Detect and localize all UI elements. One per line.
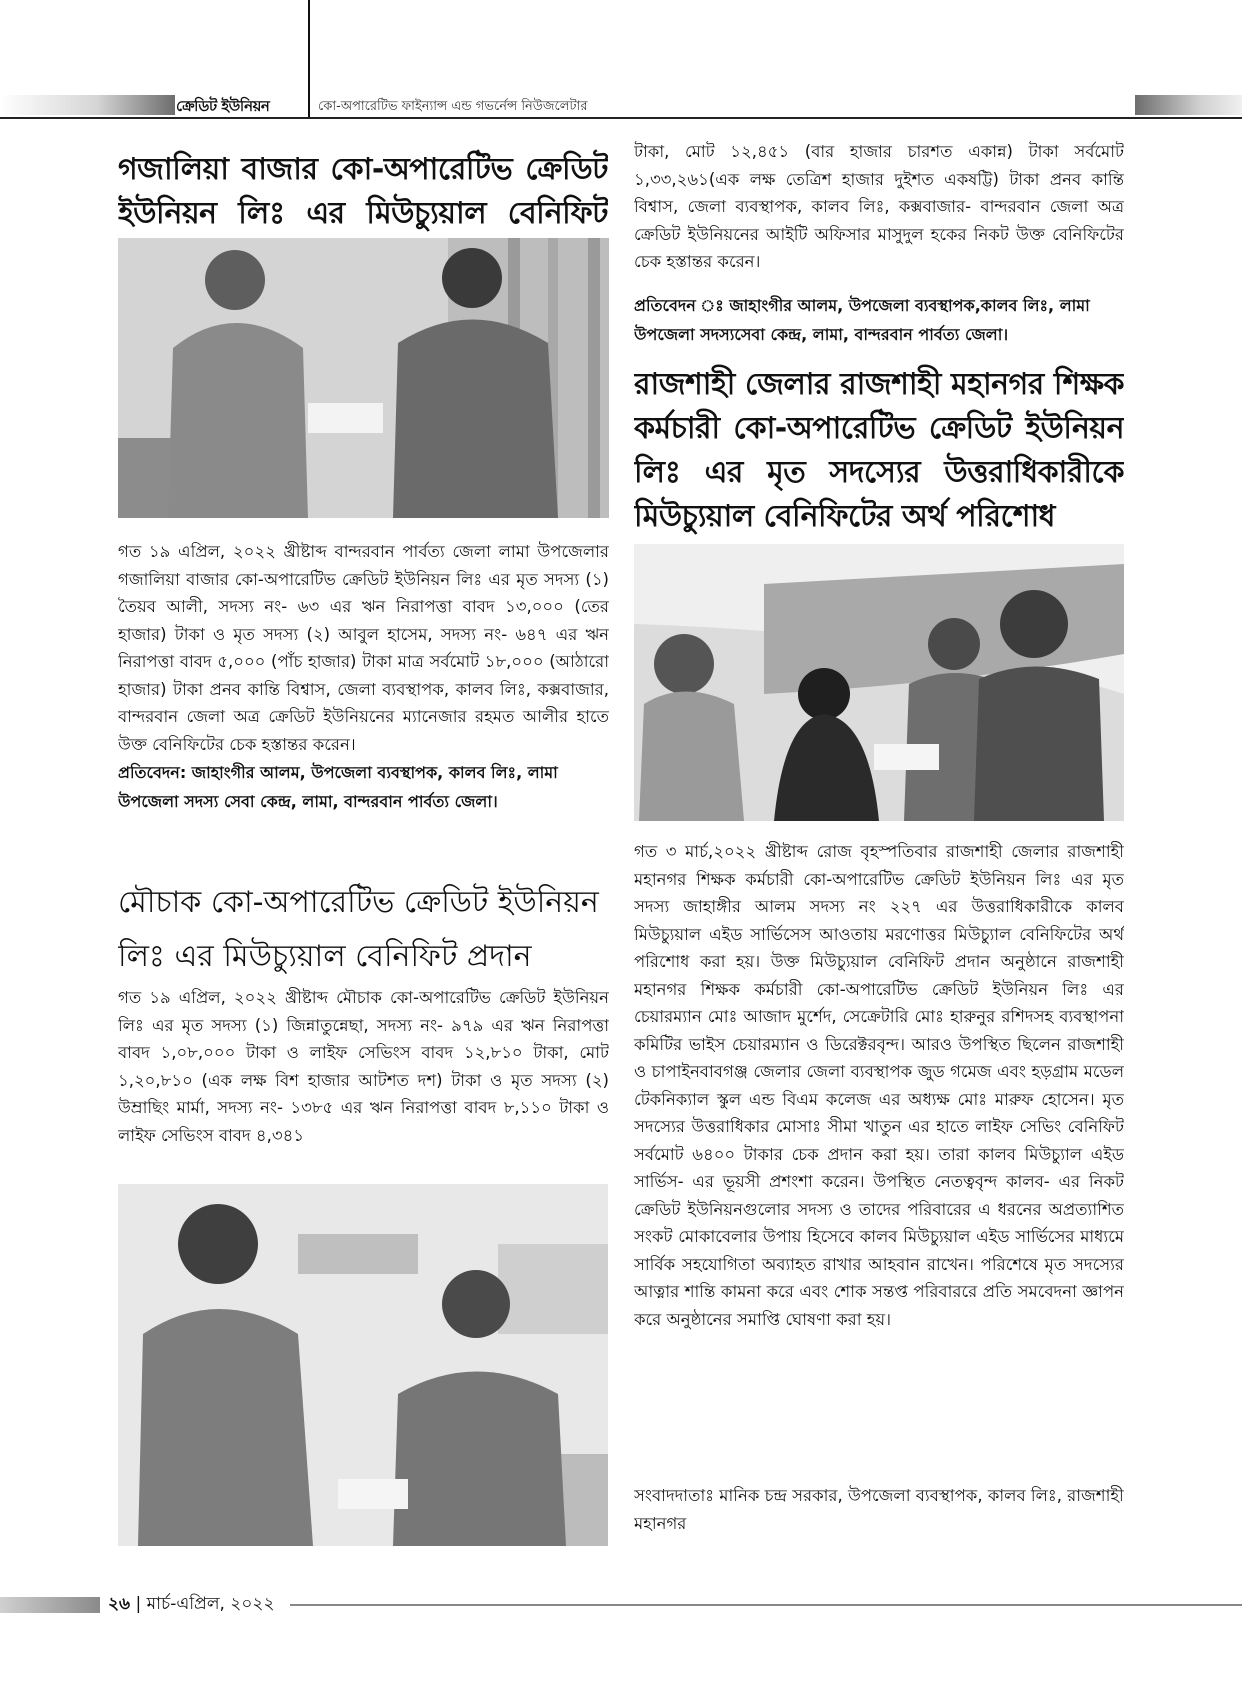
headline-line: মৌচাক কো-অপারেটিভ ক্রেডিট ইউনিয়ন (118, 885, 599, 920)
article1-credit (118, 758, 609, 816)
article3-photo (634, 544, 1124, 821)
header-gradient-left (0, 95, 175, 115)
article2-continuation-block (634, 138, 1124, 288)
article2-credit (634, 291, 1124, 349)
headline-line: গজালিয়া বাজার কো-অপারেটিভ ক্রেডিট (118, 152, 608, 187)
header-divider (308, 0, 310, 118)
newsletter-title: কো-অপারেটিভ ফাইন্যান্স এন্ড গভর্নেন্স নিউজলেটার (318, 99, 588, 114)
article3-body-block (634, 838, 1124, 1468)
article2-continuation: টাকা, মোট ১২,৪৫১ (বার হাজার চারশত একান্ন) টাকা সর্বমোট ১,৩৩,২৬১(এক লক্ষ তেত্রিশ হাজার দুইশত একষট্টি) টাকা প্রনব কান্তি বিশ্বাস, জেলা ব্যবস্থাপক, কালব লিঃ, কক্সবাজার- বান্দরবান জেলা অত্র ক্রেডিট ইউনিয়নের আইটি অফিসার মাসুদুল হকের নিকট উক্ত বেনিফিটের চেক হস্তান্তর করেন। (634, 142, 1124, 271)
credit-label: প্রতিবেদন ঃ (634, 296, 724, 315)
article2-body-block (118, 984, 609, 1174)
brand-logo: ক্রেডিট ইউনিয়ন (176, 97, 270, 115)
article3-reporter: সংবাদদাতাঃ মানিক চন্দ্র সরকার, উপজেলা ব্যবস্থাপক, কালব লিঃ, রাজশাহী মহানগর (634, 1486, 1124, 1533)
footer-info (108, 1591, 275, 1617)
article2-credit-block (634, 291, 1124, 349)
credit-text: জাহাংগীর আলম, উপজেলা ব্যবস্থাপক, কালব লিঃ, লামা উপজেলা সদস্য সেবা কেন্দ্র, লামা, বান্দরবান পার্বত্য জেলা। (118, 763, 558, 811)
article3-reporter-block (634, 1482, 1124, 1542)
article1-body-block (118, 538, 609, 823)
page-number: ২৬ (108, 1594, 131, 1614)
headline-line: লিঃ এর মৃত সদস্যের উত্তরাধিকারীকে (634, 455, 1124, 490)
footer-separator: | (135, 1594, 142, 1614)
footer-rule (290, 1604, 1242, 1606)
article1-photo (118, 238, 609, 518)
article1-body: গত ১৯ এপ্রিল, ২০২২ খ্রীষ্টাব্দ বান্দরবান পার্বত্য জেলা লামা উপজেলার গজালিয়া বাজার কো-অপারেটিভ ক্রেডিট ইউনিয়ন লিঃ এর মৃত সদস্য (১) তৈয়ব আলী, সদস্য নং- ৬৩ এর ঋন নিরাপত্তা বাবদ ১৩,০০০ (তের হাজার) টাকা ও মৃত সদস্য (২) আবুল হাসেম, সদস্য নং- ৬৪৭ এর ঋন নিরাপত্তা বাবদ ৫,০০০ (পাঁচ হাজার) টাকা মাত্র সর্বমোট ১৮,০০০ (আঠারো হাজার) টাকা প্রনব কান্তি বিশ্বাস, জেলা ব্যবস্থাপক, কালব লিঃ, কক্সবাজার, বান্দরবান জেলা অত্র ক্রেডিট ইউনিয়নের ম্যানেজার রহমত আলীর হাতে উক্ত বেনিফিটের চেক হস্তান্তর করেন। (118, 542, 609, 754)
headline-line: মিউচ্যুয়াল বেনিফিটের অর্থ পরিশোধ (634, 499, 1056, 534)
headline-line: ইউনিয়ন লিঃ এর মিউচ্যুয়াল বেনিফিট (118, 196, 608, 231)
headline-line: রাজশাহী জেলার রাজশাহী মহানগর শিক্ষক (634, 367, 1124, 402)
credit-text: জাহাংগীর আলম, উপজেলা ব্যবস্থাপক,কালব লিঃ, লামা উপজেলা সদস্যসেবা কেন্দ্র, লামা, বান্দরবান পার্বত্য জেলা। (634, 296, 1090, 344)
issue-date: মার্চ-এপ্রিল, ২০২২ (146, 1594, 275, 1614)
header-gradient-right (1135, 95, 1242, 115)
article3-body: গত ৩ মার্চ,২০২২ খ্রীষ্টাব্দ রোজ বৃহস্পতিবার রাজশাহী জেলার রাজশাহী মহানগর শিক্ষক কর্মচারী কো-অপারেটিভ ক্রেডিট ইউনিয়ন লিঃ এর মৃত সদস্য জাহাঙ্গীর আলম সদস্য নং ২২৭ এর উত্তরাধিকারীকে কালব মিউচ্যুয়াল এইড সার্ভিসেস আওতায় মরণোত্তর মিউচ্যুাল বেনিফিটের অর্থ পরিশোধ করা হয়। উক্ত মিউচ্যুয়াল বেনিফিট প্রদান অনুষ্ঠানে রাজশাহী মহানগর শিক্ষক কর্মচারী কো-অপারেটিভ ক্রেডিট ইউনিয়ন লিঃ এর চেয়ারম্যান মোঃ আজাদ মুর্শেদ, সেক্রেটারি মোঃ হারুনুর রশিদসহ ব্যবস্থাপনা কমিটির ভাইস চেয়ারম্যান ও ডিরেক্টরবৃন্দ। আরও উপস্থিত ছিলেন রাজশাহী ও চাপাইনবাবগঞ্জ জেলার জেলা ব্যবস্থাপক জুড গমেজ এবং হড়গ্রাম মডেল টেকনিক্যাল স্কুল এন্ড বিএম কলেজ এর অধ্যক্ষ মোঃ মারুফ হোসেন। মৃত সদস্যের উত্তরাধিকার মোসাঃ সীমা খাতুন এর হাতে লাইফ সেভিং বেনিফিট সর্বমোট ৬৪০০ টাকার চেক প্রদান করা হয়। তারা কালব মিউচ্যুাল এইড সার্ভিস- এর ভূয়সী প্রশংশা করেন। উপস্থিত নেতত্ববৃন্দ কালব- এর নিকট ক্রেডিট ইউনিয়নগুলোর সদস্য ও তাদের পরিবারের এ ধরনের অপ্রত্যাশিত সংকট মোকাবেলার উপায় হিসেবে কালব মিউচ্যুয়াল এইড সার্ভিসের মাধ্যমে সার্বিক সহযোগিতা অব্যাহত রাখার আহবান রাখেন। পরিশেষে মৃত সদস্যের আত্নার শান্তি কামনা করে এবং শোক সন্তপ্ত পরিবাররে প্রতি সমবেদনা জ্ঞাপন করে অনুষ্ঠানের সমাপ্তি ঘোষণা করা হয়। (634, 842, 1124, 1329)
footer-bar (0, 1597, 100, 1613)
header-rule (0, 117, 1242, 119)
article2-photo (118, 1184, 608, 1546)
headline-line: কর্মচারী কো-অপারেটিভ ক্রেডিট ইউনিয়ন (634, 411, 1124, 446)
article3-headline (634, 363, 1124, 539)
headline-line: লিঃ এর মিউচ্যুয়াল বেনিফিট প্রদান (118, 939, 532, 974)
credit-label: প্রতিবেদন: (118, 763, 187, 782)
article2-headline (118, 876, 608, 984)
article2-body: গত ১৯ এপ্রিল, ২০২২ খ্রীষ্টাব্দ মৌচাক কো-অপারেটিভ ক্রেডিট ইউনিয়ন লিঃ এর মৃত সদস্য (১) জিন্নাতুন্নেছা, সদস্য নং- ৯৭৯ এর ঋন নিরাপত্তা বাবদ ১,০৮,০০০ টাকা ও লাইফ সেভিংস বাবদ ১২,৮১০ টাকা, মোট ১,২০,৮১০ (এক লক্ষ বিশ হাজার আটশত দশ) টাকা ও মৃত সদস্য (২) উম্রাছিং মার্মা, সদস্য নং- ১৩৮৫ এর ঋন নিরাপত্তা বাবদ ৮,১১০ টাকা ও লাইফ সেভিংস বাবদ ৪,৩৪১ (118, 988, 609, 1145)
